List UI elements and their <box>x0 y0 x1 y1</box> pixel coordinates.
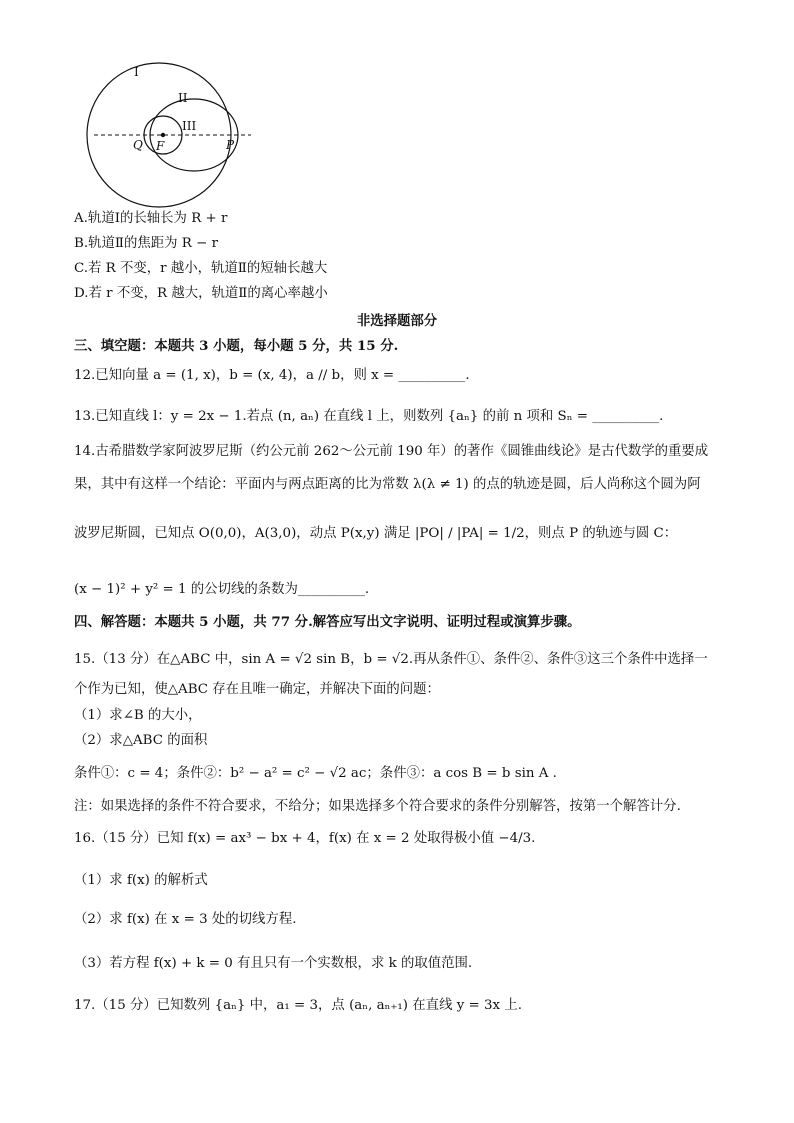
option-d: D.若 r 不变，R 越大，轨道Ⅱ的离心率越小 <box>74 286 328 301</box>
orbit-2-label: II <box>178 91 188 105</box>
part3-title: 三、填空题：本题共 3 小题，每小题 5 分，共 15 分. <box>74 338 399 354</box>
question-16-part-1: （1）求 f(x) 的解析式 <box>74 873 208 888</box>
point-p-label: P <box>226 138 235 152</box>
orbit-diagram <box>86 60 256 210</box>
orbit-1-label: I <box>134 65 139 79</box>
question-13: 13.已知直线 l：y = 2x − 1.若点 (n, aₙ) 在直线 l 上，则数列 {aₙ} 的前 n 项和 Sₙ = __________. <box>74 409 664 424</box>
point-q-label: Q <box>133 138 143 152</box>
option-c: C.若 R 不变，r 越小，轨道Ⅱ的短轴长越大 <box>74 261 328 276</box>
question-15-line-1: 15.（13 分）在△ABC 中，sin A = √2 sin B，b = √2.再从条件①、条件②、条件③这三个条件中选择一 <box>74 652 708 667</box>
question-14-line-4: (x − 1)² + y² = 1 的公切线的条数为__________. <box>74 582 370 597</box>
question-14-line-2: 果，其中有这样一个结论：平面内与两点距离的比为常数 λ(λ ≠ 1) 的点的轨迹是圆，后人尚称这个圆为阿 <box>74 477 701 492</box>
question-17: 17.（15 分）已知数列 {aₙ} 中，a₁ = 3，点 (aₙ, aₙ₊₁) 在直线 y = 3x 上. <box>74 998 522 1013</box>
question-12: 12.已知向量 a = (1, x)，b = (x, 4)，a // b，则 x = __________. <box>74 368 470 383</box>
option-a: A.轨道Ⅰ的长轴长为 R + r <box>74 211 228 226</box>
question-16-part-2: （2）求 f(x) 在 x = 3 处的切线方程. <box>74 912 297 927</box>
question-15-part-2: （2）求△ABC 的面积 <box>74 733 208 748</box>
question-15-part-1: （1）求∠B 的大小， <box>74 708 202 723</box>
focus-point <box>161 133 165 137</box>
option-b: B.轨道Ⅱ的焦距为 R − r <box>74 236 219 251</box>
orbit-3-label: III <box>182 119 197 133</box>
question-15-line-2: 个作为已知，使△ABC 存在且唯一确定，并解决下面的问题： <box>74 682 440 697</box>
question-15-note: 注：如果选择的条件不符合要求，不给分；如果选择多个符合要求的条件分别解答，按第一个解答计分. <box>74 799 681 814</box>
question-15-conditions: 条件①：c = 4；条件②：b² − a² = c² − √2 ac；条件③：a cos B = b sin A . <box>74 766 557 781</box>
question-16-part-3: （3）若方程 f(x) + k = 0 有且只有一个实数根，求 k 的取值范围. <box>74 956 473 971</box>
question-16: 16.（15 分）已知 f(x) = ax³ − bx + 4，f(x) 在 x = 2 处取得极小值 −4/3. <box>74 831 536 846</box>
question-14-line-1: 14.古希腊数学家阿波罗尼斯（约公元前 262～公元前 190 年）的著作《圆锥曲线论》是古代数学的重要成 <box>74 444 709 459</box>
part4-title: 四、解答题：本题共 5 小题，共 77 分.解答应写出文字说明、证明过程或演算步骤。 <box>74 614 581 630</box>
question-14-line-3: 波罗尼斯圆，已知点 O(0,0)，A(3,0)，动点 P(x,y) 满足 |PO| / |PA| = 1/2，则点 P 的轨迹与圆 C： <box>74 526 678 541</box>
point-f-label: F <box>156 139 165 153</box>
section-header: 非选择题部分 <box>356 313 438 329</box>
